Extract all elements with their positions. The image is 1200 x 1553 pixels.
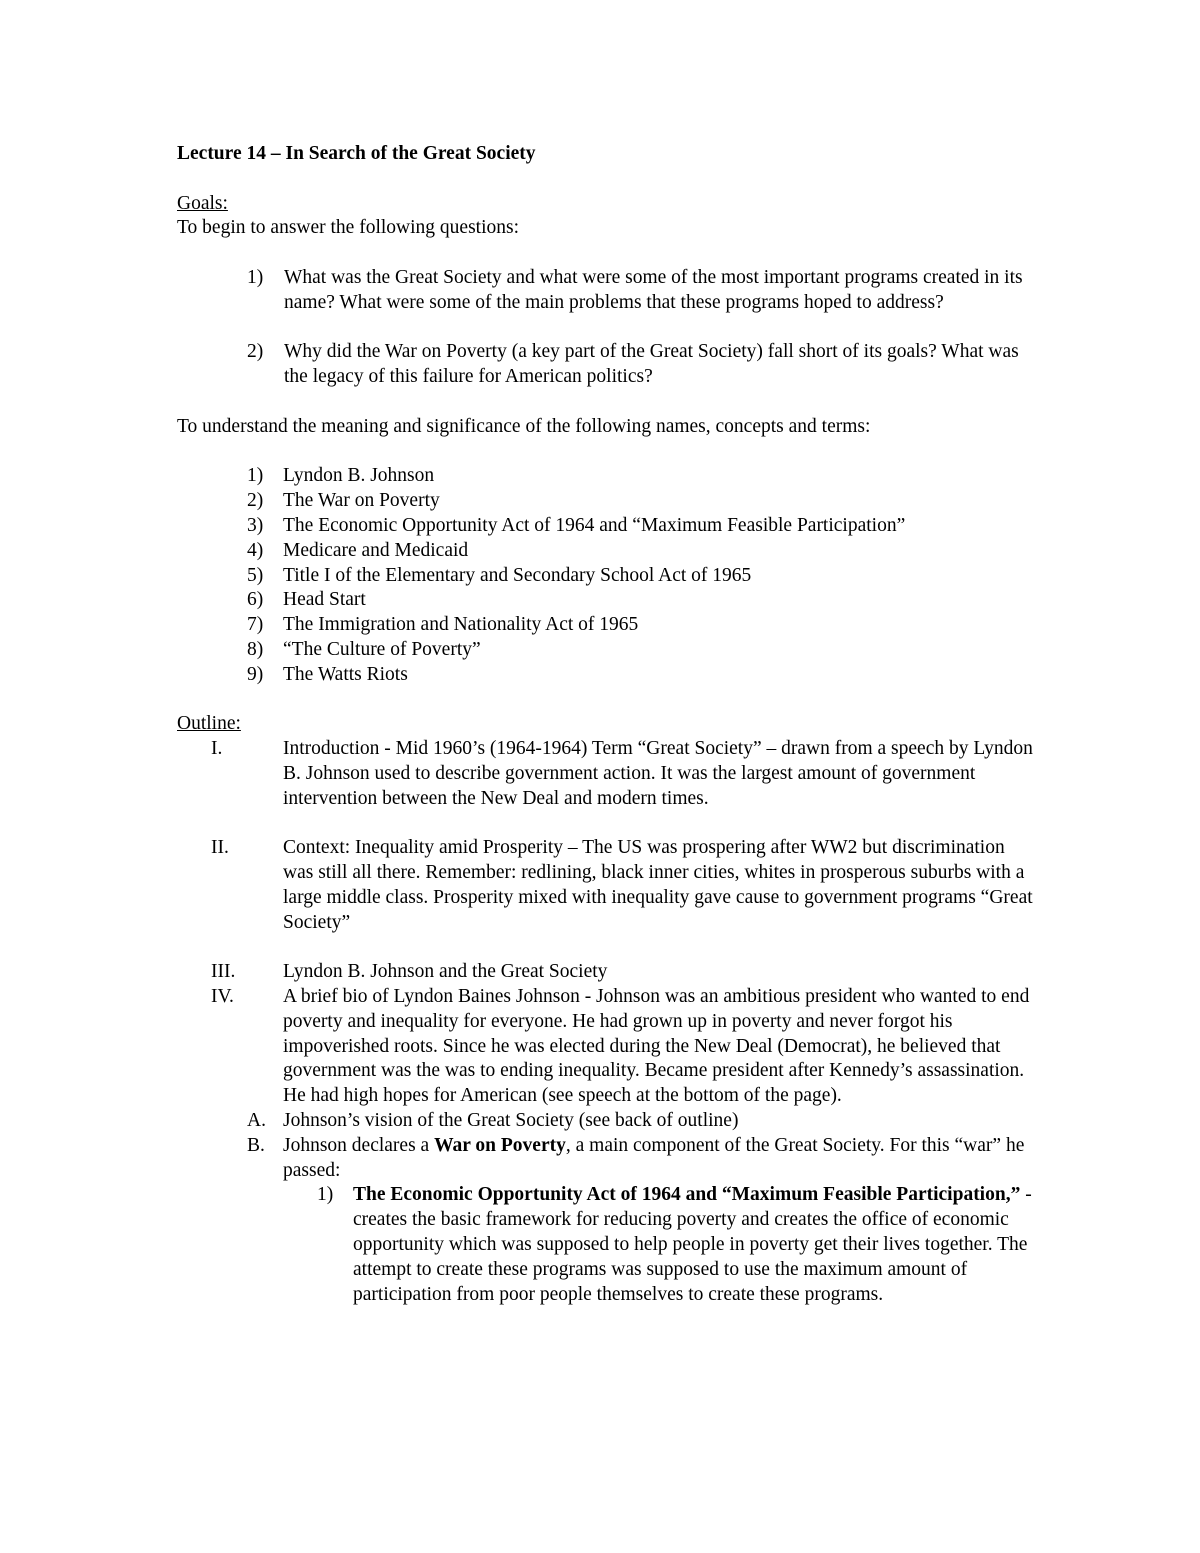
outline-text-after: , a main component of the Great Society. For this “war” he passed: — [283, 1134, 1025, 1181]
term-item — [177, 638, 1037, 663]
question-text: What was the Great Society and what were some of the most important programs created in its name? What were some of the main problems that these programs hoped to address? — [284, 266, 1023, 313]
outline-number: B. — [247, 1134, 265, 1156]
term-text: Medicare and Medicaid — [283, 539, 469, 561]
question-number: 1) — [247, 266, 264, 288]
outline-text: Johnson’s vision of the Great Society (see back of outline) — [283, 1110, 739, 1132]
term-number: 4) — [247, 539, 264, 561]
outline-text: Context: Inequality amid Prosperity – The US was prospering after WW2 but discrimination was still all there. Remember: redlining, black inner cities, whites in prosperous suburbs with a large middle class. Prosperity mixed with inequality gave cause to government programs “Great Society” — [283, 837, 1033, 933]
term-text: Title I of the Elementary and Secondary School Act of 1965 — [283, 564, 752, 586]
outline-number: III. — [211, 961, 236, 983]
outline-subsection-a — [177, 1109, 1037, 1134]
goals-heading: Goals: — [177, 192, 228, 214]
term-item — [177, 464, 1037, 489]
economic-opportunity-act-term: The Economic Opportunity Act of 1964 and “Maximum Feasible Participation,” — [353, 1184, 1021, 1206]
outline-section-iii — [177, 960, 1037, 985]
outline-number: II. — [211, 837, 229, 859]
document-body — [177, 142, 1037, 1307]
outline-heading: Outline: — [177, 713, 241, 735]
term-item — [177, 564, 1037, 589]
outline-number: IV. — [211, 986, 234, 1008]
outline-section-ii — [177, 836, 1037, 935]
term-text: The War on Poverty — [283, 490, 440, 512]
goals-intro: To begin to answer the following questions: — [177, 217, 520, 239]
outline-text-before: Johnson declares a — [283, 1134, 435, 1156]
term-text: “The Culture of Poverty” — [283, 638, 481, 660]
term-number: 6) — [247, 589, 264, 611]
question-1 — [177, 266, 1037, 316]
outline-subsubsection-1 — [177, 1183, 1037, 1307]
outline-subsection-b — [177, 1134, 1037, 1184]
outline-text — [283, 1134, 1037, 1184]
outline-section-iv — [177, 985, 1037, 1109]
war-on-poverty-term: War on Poverty — [434, 1134, 566, 1156]
page-title: Lecture 14 – In Search of the Great Society — [177, 143, 536, 164]
term-text: Head Start — [283, 589, 366, 611]
term-item — [177, 613, 1037, 638]
term-number: 1) — [247, 465, 264, 487]
term-number: 7) — [247, 614, 264, 636]
term-text: The Economic Opportunity Act of 1964 and “Maximum Feasible Participation” — [283, 514, 906, 536]
term-item — [177, 539, 1037, 564]
outline-text: Lyndon B. Johnson and the Great Society — [283, 961, 608, 983]
term-number: 8) — [247, 638, 264, 660]
term-item — [177, 663, 1037, 688]
outline-section-i — [177, 737, 1037, 811]
question-number: 2) — [247, 341, 264, 363]
question-2 — [177, 340, 1037, 390]
term-number: 5) — [247, 564, 264, 586]
outline-number: 1) — [317, 1184, 334, 1206]
terms-intro: To understand the meaning and significance of the following names, concepts and terms: — [177, 415, 871, 437]
question-text: Why did the War on Poverty (a key part of the Great Society) fall short of its goals? What was the legacy of this failure for American politics? — [284, 341, 1019, 388]
term-item — [177, 588, 1037, 613]
outline-text — [353, 1183, 1037, 1307]
outline-number: A. — [247, 1110, 266, 1132]
outline-text: Introduction - Mid 1960’s (1964-1964) Term “Great Society” – drawn from a speech by Lyndon B. Johnson used to describe government action. It was the largest amount of government intervention between the New Deal and modern times. — [283, 738, 1033, 809]
term-item — [177, 514, 1037, 539]
term-text: The Immigration and Nationality Act of 1965 — [283, 614, 639, 636]
outline-number: I. — [211, 738, 223, 760]
term-number: 3) — [247, 514, 264, 536]
term-item — [177, 489, 1037, 514]
outline-text-after: - creates the basic framework for reducing poverty and creates the office of economic opportunity which was supposed to help people in poverty get their lives together. The attempt to create these programs was supposed to use the maximum amount of participation from poor people themselves to create these programs. — [353, 1184, 1032, 1305]
term-number: 9) — [247, 663, 264, 685]
term-text: Lyndon B. Johnson — [283, 465, 435, 487]
term-number: 2) — [247, 490, 264, 512]
outline-text: A brief bio of Lyndon Baines Johnson - Johnson was an ambitious president who wanted to end poverty and inequality for everyone. He had grown up in poverty and never forgot his impoverished roots. Since he was elected during the New Deal (Democrat), he believed that government was the was to ending inequality. Became president after Kennedy’s assassination. He had high hopes for American (see speech at the bottom of the page). — [283, 986, 1030, 1107]
term-text: The Watts Riots — [283, 663, 408, 685]
